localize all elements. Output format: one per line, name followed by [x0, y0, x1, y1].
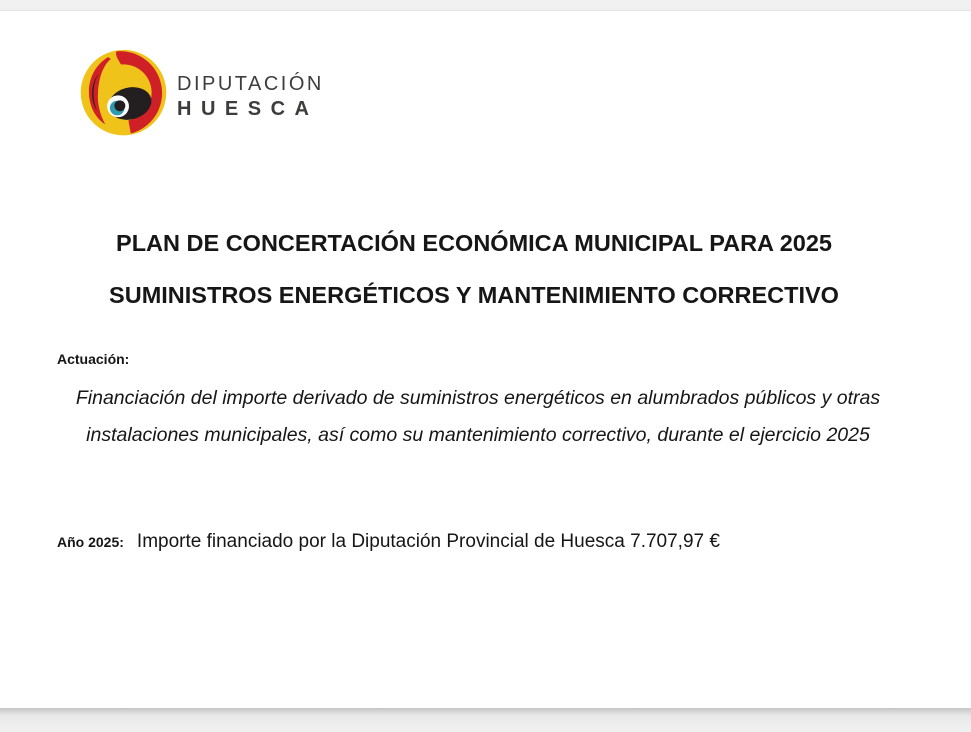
financing-row: [57, 531, 720, 553]
page-gap-bottom: [0, 708, 971, 732]
logo-org-name: DIPUTACIÓN: [177, 73, 324, 95]
actuacion-description: Financiación del importe derivado de suministros energéticos en alumbrados públicos y otras instalaciones municipales, así como su mantenimiento correctivo, durante el ejercicio 2025: [75, 387, 881, 446]
page-gap-top: [0, 0, 971, 11]
financing-year-label: Año 2025:: [57, 534, 124, 550]
actuacion-label: Actuación:: [57, 351, 130, 367]
financing-amount-text: Importe financiado por la Diputación Provincial de Huesca 7.707,97 €: [136, 531, 720, 552]
document-title: [0, 217, 948, 321]
diputacion-huesca-logo-icon: [78, 48, 169, 139]
logo-wordmark: [177, 73, 324, 121]
document-title-line1: PLAN DE CONCERTACIÓN ECONÓMICA MUNICIPAL PARA 2025: [116, 230, 832, 256]
logo-org-city: HUESCA: [177, 98, 319, 120]
document-page: [0, 11, 971, 708]
document-title-line2: SUMINISTROS ENERGÉTICOS Y MANTENIMIENTO CORRECTIVO: [109, 282, 839, 308]
